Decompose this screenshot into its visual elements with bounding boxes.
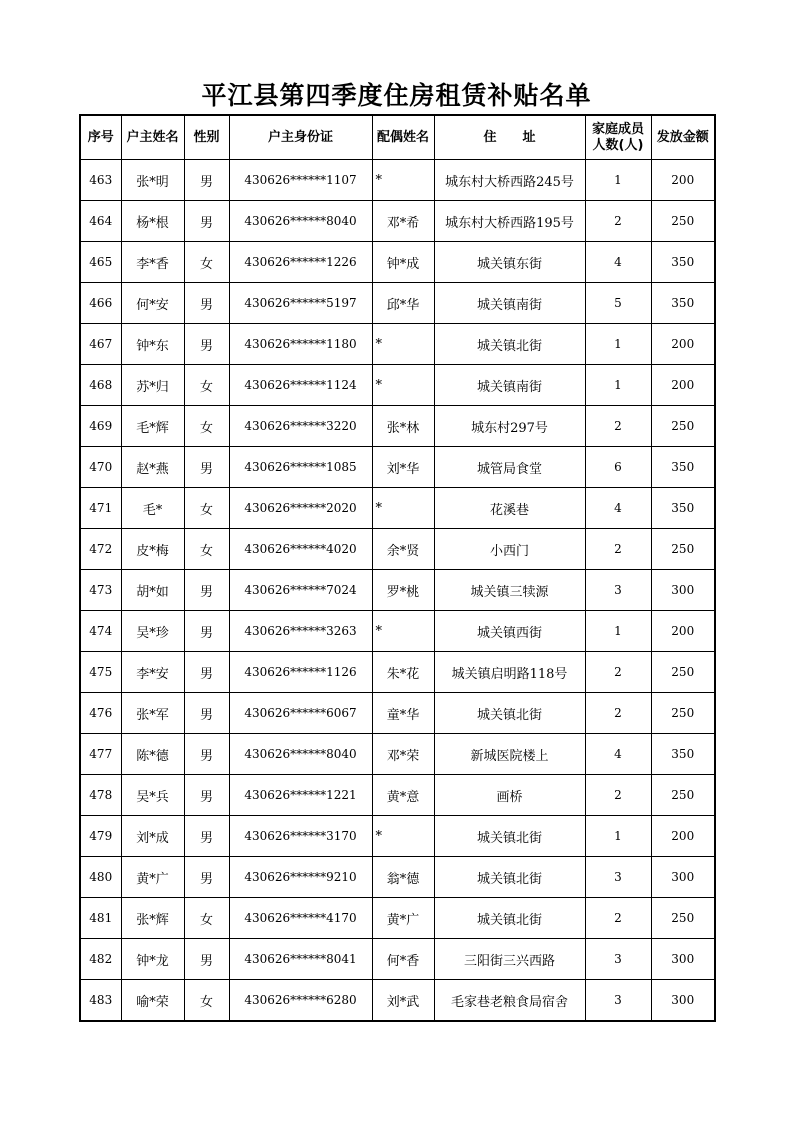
cell-id-number: 430626******4020 [229, 529, 372, 570]
cell-address: 城东村297号 [434, 406, 585, 447]
cell-spouse-name: * [372, 324, 434, 365]
cell-amount: 350 [651, 283, 715, 324]
cell-amount: 250 [651, 652, 715, 693]
cell-spouse-name: 何*香 [372, 939, 434, 980]
cell-family-size: 2 [585, 201, 651, 242]
table-row [80, 857, 715, 898]
cell-family-size: 2 [585, 775, 651, 816]
cell-id-number: 430626******6067 [229, 693, 372, 734]
cell-index: 474 [80, 611, 121, 652]
cell-gender: 男 [184, 775, 229, 816]
cell-gender: 男 [184, 734, 229, 775]
table-header-row [80, 115, 715, 160]
cell-family-size: 2 [585, 652, 651, 693]
cell-address: 花溪巷 [434, 488, 585, 529]
cell-family-size: 2 [585, 898, 651, 939]
cell-address: 城关镇启明路118号 [434, 652, 585, 693]
cell-family-size: 1 [585, 324, 651, 365]
cell-address: 城关镇北街 [434, 693, 585, 734]
cell-id-number: 430626******3220 [229, 406, 372, 447]
cell-amount: 200 [651, 324, 715, 365]
header-family-size: 家庭成员 人数(人) [585, 115, 651, 160]
cell-id-number: 430626******8040 [229, 734, 372, 775]
cell-id-number: 430626******1126 [229, 652, 372, 693]
header-head-name: 户主姓名 [121, 115, 184, 160]
cell-amount: 350 [651, 447, 715, 488]
cell-address: 城关镇北街 [434, 324, 585, 365]
cell-amount: 250 [651, 775, 715, 816]
cell-amount: 200 [651, 611, 715, 652]
cell-index: 475 [80, 652, 121, 693]
cell-address: 城关镇三犊源 [434, 570, 585, 611]
cell-index: 482 [80, 939, 121, 980]
cell-index: 468 [80, 365, 121, 406]
table-row [80, 652, 715, 693]
cell-index: 469 [80, 406, 121, 447]
cell-head-name: 吴*珍 [121, 611, 184, 652]
cell-head-name: 张*军 [121, 693, 184, 734]
cell-id-number: 430626******4170 [229, 898, 372, 939]
cell-id-number: 430626******1221 [229, 775, 372, 816]
cell-head-name: 吴*兵 [121, 775, 184, 816]
cell-family-size: 4 [585, 488, 651, 529]
table-row [80, 242, 715, 283]
cell-gender: 女 [184, 488, 229, 529]
cell-spouse-name: 邓*希 [372, 201, 434, 242]
cell-gender: 男 [184, 857, 229, 898]
cell-head-name: 黄*广 [121, 857, 184, 898]
cell-gender: 男 [184, 611, 229, 652]
cell-family-size: 1 [585, 611, 651, 652]
cell-head-name: 张*明 [121, 160, 184, 201]
cell-head-name: 李*安 [121, 652, 184, 693]
cell-family-size: 4 [585, 242, 651, 283]
cell-amount: 300 [651, 939, 715, 980]
cell-gender: 男 [184, 324, 229, 365]
table-row [80, 283, 715, 324]
header-index: 序号 [80, 115, 121, 160]
cell-id-number: 430626******6280 [229, 980, 372, 1022]
cell-address: 城东村大桥西路245号 [434, 160, 585, 201]
cell-spouse-name: * [372, 611, 434, 652]
cell-head-name: 张*辉 [121, 898, 184, 939]
cell-gender: 男 [184, 570, 229, 611]
cell-address: 城关镇南街 [434, 283, 585, 324]
cell-spouse-name: 黄*广 [372, 898, 434, 939]
header-id-number: 户主身份证 [229, 115, 372, 160]
cell-spouse-name: 刘*华 [372, 447, 434, 488]
cell-id-number: 430626******1085 [229, 447, 372, 488]
cell-id-number: 430626******1226 [229, 242, 372, 283]
cell-spouse-name: * [372, 365, 434, 406]
cell-spouse-name: 黄*意 [372, 775, 434, 816]
cell-head-name: 杨*根 [121, 201, 184, 242]
table-row [80, 775, 715, 816]
cell-family-size: 3 [585, 980, 651, 1022]
cell-head-name: 赵*燕 [121, 447, 184, 488]
cell-family-size: 3 [585, 939, 651, 980]
cell-index: 466 [80, 283, 121, 324]
cell-spouse-name: 刘*武 [372, 980, 434, 1022]
cell-address: 画桥 [434, 775, 585, 816]
cell-gender: 女 [184, 980, 229, 1022]
cell-address: 城关镇北街 [434, 816, 585, 857]
cell-address: 城关镇东街 [434, 242, 585, 283]
cell-amount: 250 [651, 201, 715, 242]
cell-family-size: 3 [585, 570, 651, 611]
cell-family-size: 1 [585, 160, 651, 201]
cell-amount: 250 [651, 693, 715, 734]
cell-family-size: 1 [585, 365, 651, 406]
table-row [80, 406, 715, 447]
cell-gender: 男 [184, 283, 229, 324]
cell-spouse-name: 钟*成 [372, 242, 434, 283]
table-row [80, 488, 715, 529]
cell-id-number: 430626******8040 [229, 201, 372, 242]
cell-head-name: 苏*归 [121, 365, 184, 406]
cell-amount: 350 [651, 242, 715, 283]
cell-index: 465 [80, 242, 121, 283]
cell-index: 478 [80, 775, 121, 816]
cell-amount: 200 [651, 816, 715, 857]
cell-spouse-name: * [372, 160, 434, 201]
table-row [80, 611, 715, 652]
table-row [80, 201, 715, 242]
cell-family-size: 2 [585, 693, 651, 734]
cell-spouse-name: 朱*花 [372, 652, 434, 693]
table-row [80, 160, 715, 201]
cell-index: 470 [80, 447, 121, 488]
table-row [80, 693, 715, 734]
cell-index: 463 [80, 160, 121, 201]
cell-amount: 250 [651, 898, 715, 939]
cell-id-number: 430626******7024 [229, 570, 372, 611]
cell-gender: 女 [184, 898, 229, 939]
cell-id-number: 430626******1107 [229, 160, 372, 201]
cell-spouse-name: * [372, 816, 434, 857]
cell-gender: 女 [184, 242, 229, 283]
cell-spouse-name: 邱*华 [372, 283, 434, 324]
cell-address: 城关镇北街 [434, 857, 585, 898]
cell-address: 三阳街三兴西路 [434, 939, 585, 980]
cell-index: 472 [80, 529, 121, 570]
header-gender: 性别 [184, 115, 229, 160]
cell-address: 城东村大桥西路195号 [434, 201, 585, 242]
cell-gender: 女 [184, 529, 229, 570]
cell-head-name: 喻*荣 [121, 980, 184, 1022]
cell-index: 471 [80, 488, 121, 529]
cell-family-size: 4 [585, 734, 651, 775]
cell-id-number: 430626******3170 [229, 816, 372, 857]
cell-index: 481 [80, 898, 121, 939]
table-row [80, 816, 715, 857]
cell-address: 毛家巷老粮食局宿舍 [434, 980, 585, 1022]
cell-amount: 200 [651, 365, 715, 406]
table-row [80, 939, 715, 980]
cell-id-number: 430626******8041 [229, 939, 372, 980]
document-title: 平江县第四季度住房租赁补贴名单 [201, 81, 592, 110]
cell-family-size: 3 [585, 857, 651, 898]
cell-gender: 男 [184, 160, 229, 201]
cell-family-size: 2 [585, 406, 651, 447]
cell-gender: 男 [184, 447, 229, 488]
cell-amount: 300 [651, 980, 715, 1022]
cell-index: 477 [80, 734, 121, 775]
cell-head-name: 毛* [121, 488, 184, 529]
cell-index: 480 [80, 857, 121, 898]
table-row [80, 980, 715, 1022]
cell-gender: 男 [184, 939, 229, 980]
cell-gender: 男 [184, 201, 229, 242]
header-address: 住 址 [434, 115, 585, 160]
cell-head-name: 何*安 [121, 283, 184, 324]
cell-address: 小西门 [434, 529, 585, 570]
cell-head-name: 胡*如 [121, 570, 184, 611]
table-row [80, 447, 715, 488]
cell-spouse-name: 张*林 [372, 406, 434, 447]
cell-id-number: 430626******5197 [229, 283, 372, 324]
table-row [80, 734, 715, 775]
cell-family-size: 2 [585, 529, 651, 570]
cell-gender: 女 [184, 365, 229, 406]
cell-index: 473 [80, 570, 121, 611]
cell-index: 464 [80, 201, 121, 242]
cell-amount: 300 [651, 570, 715, 611]
cell-spouse-name: 翁*德 [372, 857, 434, 898]
cell-spouse-name: * [372, 488, 434, 529]
table-row [80, 529, 715, 570]
cell-gender: 女 [184, 406, 229, 447]
table-row [80, 570, 715, 611]
cell-head-name: 李*香 [121, 242, 184, 283]
cell-amount: 200 [651, 160, 715, 201]
cell-index: 479 [80, 816, 121, 857]
cell-amount: 250 [651, 406, 715, 447]
cell-id-number: 430626******9210 [229, 857, 372, 898]
cell-id-number: 430626******1180 [229, 324, 372, 365]
cell-amount: 300 [651, 857, 715, 898]
cell-gender: 男 [184, 693, 229, 734]
cell-head-name: 刘*成 [121, 816, 184, 857]
cell-index: 483 [80, 980, 121, 1022]
cell-head-name: 毛*辉 [121, 406, 184, 447]
cell-index: 467 [80, 324, 121, 365]
cell-head-name: 皮*梅 [121, 529, 184, 570]
cell-family-size: 1 [585, 816, 651, 857]
cell-gender: 男 [184, 816, 229, 857]
cell-head-name: 钟*龙 [121, 939, 184, 980]
header-spouse-name: 配偶姓名 [372, 115, 434, 160]
cell-head-name: 陈*德 [121, 734, 184, 775]
cell-id-number: 430626******3263 [229, 611, 372, 652]
header-amount: 发放金额 [651, 115, 715, 160]
cell-index: 476 [80, 693, 121, 734]
subsidy-table [79, 114, 716, 1022]
cell-spouse-name: 童*华 [372, 693, 434, 734]
cell-id-number: 430626******1124 [229, 365, 372, 406]
cell-address: 城关镇北街 [434, 898, 585, 939]
cell-spouse-name: 余*贤 [372, 529, 434, 570]
cell-amount: 350 [651, 734, 715, 775]
table-row [80, 324, 715, 365]
table-row [80, 898, 715, 939]
table-row [80, 365, 715, 406]
cell-address: 城关镇南街 [434, 365, 585, 406]
cell-amount: 350 [651, 488, 715, 529]
cell-address: 城关镇西街 [434, 611, 585, 652]
cell-amount: 250 [651, 529, 715, 570]
cell-spouse-name: 邓*荣 [372, 734, 434, 775]
cell-head-name: 钟*东 [121, 324, 184, 365]
cell-id-number: 430626******2020 [229, 488, 372, 529]
cell-family-size: 5 [585, 283, 651, 324]
cell-family-size: 6 [585, 447, 651, 488]
cell-gender: 男 [184, 652, 229, 693]
cell-spouse-name: 罗*桃 [372, 570, 434, 611]
cell-address: 新城医院楼上 [434, 734, 585, 775]
cell-address: 城管局食堂 [434, 447, 585, 488]
